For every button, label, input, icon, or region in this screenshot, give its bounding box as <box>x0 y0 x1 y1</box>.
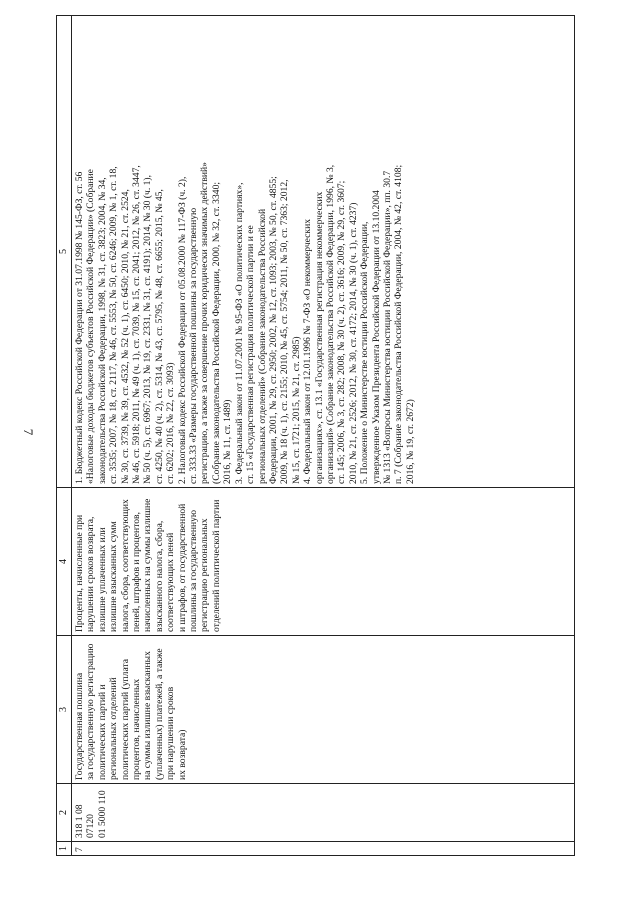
legal-basis-line: «Налоговые доходы бюджетов субъектов Российской Федерации» (Собрание <box>85 169 97 484</box>
column-number-5: 5 <box>57 16 72 488</box>
legal-basis-line: регистрацию, а также за совершение прочих юридически значимых действий» <box>199 162 211 484</box>
legal-basis-line: утвержденное Указом Президента Российской Федерации от 13.10.2004 <box>370 190 382 484</box>
legal-basis-line: 3. Федеральный закон от 11.07.2001 № 95-ФЗ «О политических партиях», <box>233 182 245 484</box>
legal-basis-line: № 30, ст. 3739, № 39, ст. 4532, № 52 (ч. 1), ст. 6450; 2010, № 21, ст. 2524, <box>119 189 131 484</box>
column-number-1: 1 <box>57 842 72 856</box>
legal-basis-line: 1. Бюджетный кодекс Российской Федерации от 31.07.1998 № 145-ФЗ, ст. 56 <box>74 171 85 484</box>
legal-basis-line: ст. 15 «Государственная регистрация политической партии и ее <box>245 225 257 484</box>
legal-basis-line: ст. 4250, № 40 (ч. 2), ст. 5314, № 43, ст. 5795, № 48, ст. 6655; 2015, № 45, <box>153 189 165 484</box>
legal-basis-line: ст. 333.33 «Размеры государственной пошлины за государственную <box>188 207 200 484</box>
revenue-description-cell: Проценты, начисленные при нарушении сроков возврата, излишне уплаченных или излишне взысканных сумм налога, сбора, соответствующих пеней, штрафов и процентов, начисленных на суммы излишне взысканного налога, сбора, соответствующих пеней и штрафов, от государственной пошлины за государственную регистрацию региональных отделений политической партии <box>72 488 575 636</box>
legal-basis-line: № 15, ст. 1721; 2015, № 21, ст. 2985) <box>290 336 302 484</box>
legal-basis-line: 2. Налоговый кодекс Российской Федерации от 05.08.2000 № 117-ФЗ (ч. 2), <box>176 176 188 484</box>
legal-basis-line: 2016, № 11, ст. 1489) <box>222 399 234 484</box>
legal-basis-line: п. 7 (Собрание законодательства Российской Федерации, 2004, № 42, ст. 4108; <box>393 164 405 484</box>
column-number-4: 4 <box>57 488 72 636</box>
legal-basis-line: № 1313 «Вопросы Министерства юстиции Российской Федерации», пп. 30.7 <box>381 170 393 484</box>
legal-basis-line: 4. Федеральный закон от 12.01.1996 № 7-ФЗ «О некоммерческих <box>302 218 314 484</box>
revenue-name-cell: Государственная пошлина за государственную регистрацию политических партий и региональных отделений политических партий (уплата процентов, начисленных на суммы излишне взысканных (уплаченных) платежей, а также при нарушении сроков их возврата) <box>72 636 575 784</box>
legal-basis-line: (Собрание законодательства Российской Федерации, 2000, № 32, ст. 3340; <box>210 181 222 484</box>
table-row <box>72 16 575 856</box>
budget-code-cell: 318 1 08 07120 01 5000 110 <box>72 784 575 842</box>
legal-basis-line: № 46, ст. 5918; 2011, № 49 (ч. 1), ст. 7039, № 15, ст. 2041; 2012, № 26, ст. 3447, <box>131 165 143 484</box>
page-number: 7 <box>21 428 36 436</box>
legal-basis-line: 2016, № 19, ст. 2672) <box>404 399 416 484</box>
budget-classification-table <box>56 15 575 856</box>
legal-basis-line: организациях», ст. 13.1 «Государственная регистрация некоммерческих <box>313 191 325 484</box>
legal-basis-line: региональных отделений» (Собрание законодательства Российской <box>256 208 268 484</box>
row-number-cell: 7 <box>72 842 575 856</box>
legal-basis-line: организаций» (Собрание законодательства Российской Федерации, 1996, № 3, <box>324 164 336 484</box>
legal-basis-line: № 50 (ч. 5), ст. 6967; 2013, № 19, ст. 2331, № 31, ст. 4191); 2014, № 30 (ч. 1), <box>142 174 154 484</box>
legal-basis-line: законодательства Российской Федерации, 1998, № 31, ст. 3823; 2004, № 34, <box>96 177 108 484</box>
legal-basis-line: 2009, № 18 (ч. 1), ст. 2155; 2010, № 45, ст. 5754; 2011, № 50, ст. 7363; 2012, <box>279 179 291 484</box>
column-number-2: 2 <box>57 784 72 842</box>
legal-basis-line: ст. 6202; 2016, № 22, ст. 3093) <box>165 362 177 484</box>
legal-basis-line: 2010, № 21, ст. 2526; 2012, № 30, ст. 4172; 2014, № 30 (ч. 1), ст. 4237) <box>347 202 359 484</box>
legal-basis-line: Федерации, 2001, № 29, ст. 2950; 2002, № 12, ст. 1093; 2003, № 50, ст. 4855; <box>267 176 279 484</box>
column-number-row <box>57 16 72 856</box>
legal-basis-line: 5. Положение о Министерстве юстиции Российской Федерации, <box>359 221 371 484</box>
legal-basis-line: ст. 145; 2006, № 3, ст. 282; 2008, № 30 (ч. 2), ст. 3616; 2009, № 29, ст. 3607; <box>336 180 348 484</box>
legal-basis-cell <box>72 16 575 488</box>
rotated-page-content <box>56 16 616 856</box>
legal-basis-line: ст. 3535; 2007, № 18, ст. 2117, № 46, ст. 5553, № 50, ст. 6246; 2009, № 1, ст. 18, <box>108 166 120 484</box>
column-number-3: 3 <box>57 636 72 784</box>
